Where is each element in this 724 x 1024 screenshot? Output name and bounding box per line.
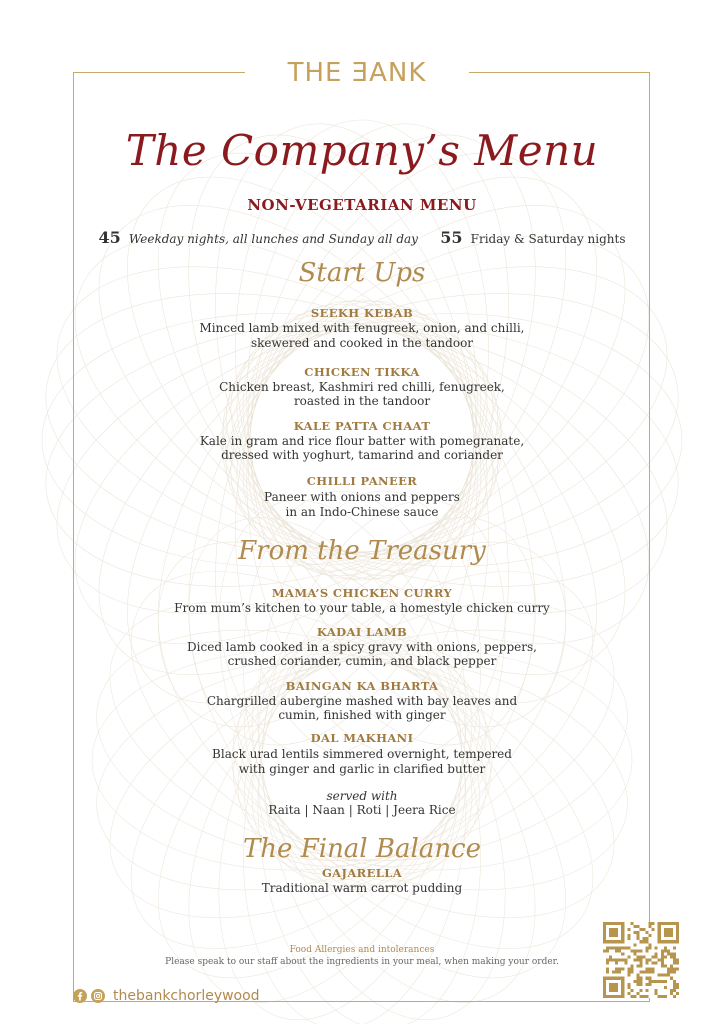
item-desc: skewered and cooked in the tandoor [250,336,474,350]
item-desc: dressed with yoghurt, tamarind and coriander [221,448,503,462]
menu-subtitle: NON-VEGETARIAN MENU [247,196,477,214]
price-weekend-desc: Friday & Saturday nights [470,232,626,246]
item-name: BAINGAN KA BHARTA [285,679,439,693]
pricing-line [0,228,724,247]
price-weekday: 45 [98,228,121,247]
item-desc: Black urad lentils simmered overnight, tempered [212,747,512,761]
item-desc: Chicken breast, Kashmiri red chilli, fenugreek, [219,380,505,394]
social-links [73,987,260,1005]
served-with-label: served with [326,789,398,803]
qr-code-icon[interactable] [603,922,679,998]
item-desc: From mum’s kitchen to your table, a homestyle chicken curry [174,601,550,615]
item-desc: Minced lamb mixed with fenugreek, onion, and chilli, [199,321,525,335]
item-name: CHILLI PANEER [306,474,418,488]
section-heading-treasury: From the Treasury [238,536,486,566]
price-weekday-desc: Weekday nights, all lunches and Sunday all day [128,232,418,246]
item-name: SEEKH KEBAB [310,306,414,320]
menu-title: The Company’s Menu [125,126,599,175]
item-name: DAL MAKHANI [310,731,414,745]
sides-list: Raita | Naan | Roti | Jeera Rice [268,803,456,817]
item-desc: in an Indo-Chinese sauce [285,505,439,519]
item-desc: Diced lamb cooked in a spicy gravy with onions, peppers, [187,640,537,654]
item-desc: crushed coriander, cumin, and black pepper [227,654,497,668]
item-desc: Kale in gram and rice flour batter with pomegranate, [199,434,525,448]
allergy-note: Please speak to our staff about the ingredients in your meal, when making your order. [165,957,559,967]
social-handle[interactable]: thebankchorleywood [113,988,260,1004]
allergy-heading: Food Allergies and intolerances [289,945,435,955]
price-weekend: 55 [440,228,463,247]
item-desc: roasted in the tandoor [293,394,431,408]
item-desc: with ginger and garlic in clarified butter [238,762,486,776]
section-heading-final-balance: The Final Balance [242,834,482,864]
brand-logo: THE ƎANK [245,56,469,90]
item-desc: Chargrilled aubergine mashed with bay leaves and [206,694,518,708]
item-name: MAMA’S CHICKEN CURRY [271,586,453,600]
section-heading-start-ups: Start Ups [298,258,426,288]
item-desc: Traditional warm carrot pudding [261,881,463,895]
instagram-icon[interactable] [91,989,105,1003]
item-name: CHICKEN TIKKA [304,365,420,379]
item-desc: Paneer with onions and peppers [264,490,460,504]
item-name: KALE PATTA CHAAT [293,419,431,433]
item-desc: cumin, finished with ginger [278,708,446,722]
facebook-icon[interactable] [73,989,87,1003]
item-name: KADAI LAMB [316,625,408,639]
item-name: GAJARELLA [321,866,403,880]
